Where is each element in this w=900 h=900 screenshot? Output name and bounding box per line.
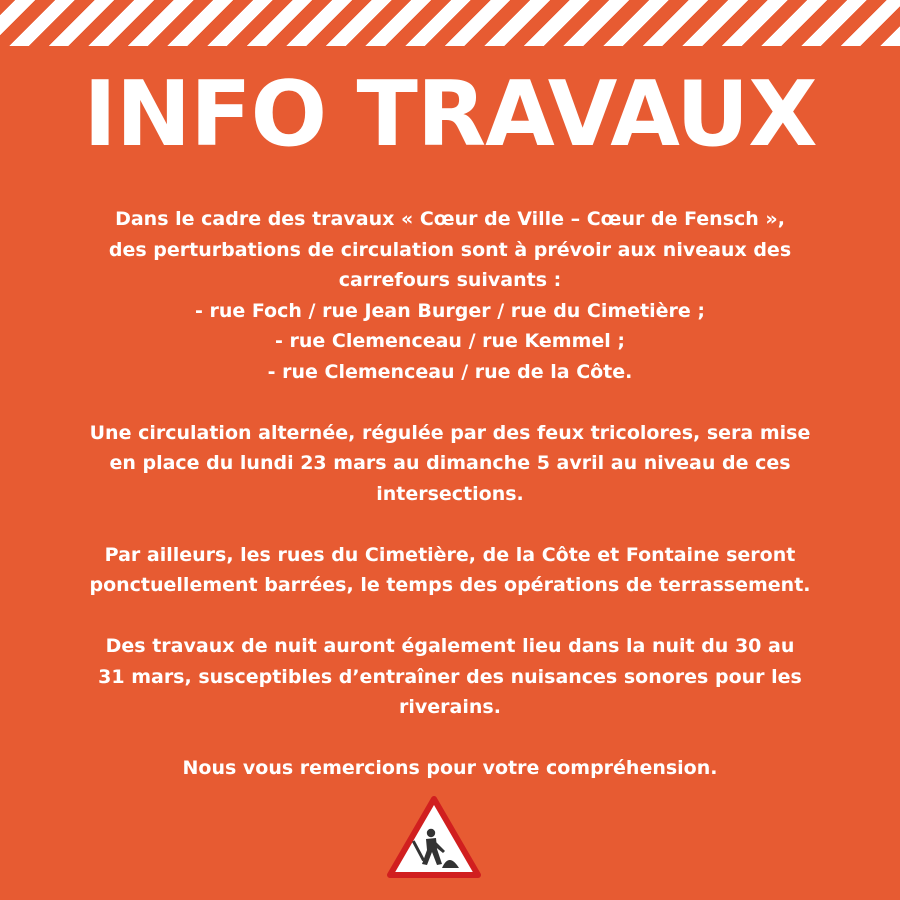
roadworks-warning-icon xyxy=(387,796,481,878)
text-line: riverains. xyxy=(399,696,501,718)
notice-paragraph-thanks xyxy=(40,753,860,784)
hazard-stripes-banner xyxy=(0,0,900,46)
text-line: intersections. xyxy=(376,482,524,505)
text-line: - rue Clemenceau / rue Kemmel ; xyxy=(275,330,625,352)
text-line: 31 mars, susceptibles d’entraîner des nuisances sonores pour les xyxy=(98,665,802,688)
notice-paragraph-intro xyxy=(40,204,860,387)
notice-paragraph-night-works xyxy=(40,631,860,723)
text-line: ponctuellement barrées, le temps des opérations de terrassement. xyxy=(89,574,811,596)
text-line: Nous vous remercions pour votre compréhension. xyxy=(182,757,718,779)
text-line: Des travaux de nuit auront également lieu dans la nuit du 30 au xyxy=(105,635,795,657)
text-line: carrefours suivants : xyxy=(338,269,562,291)
notice-paragraph-road-closures xyxy=(40,540,860,601)
text-line: Dans le cadre des travaux « Cœur de Ville – Cœur de Fensch », xyxy=(115,208,785,230)
notice-paragraph-alternating-traffic xyxy=(40,418,860,510)
text-line: en place du lundi 23 mars au dimanche 5 avril au niveau de ces xyxy=(109,452,791,474)
text-line: des perturbations de circulation sont à prévoir aux niveaux des xyxy=(108,238,792,261)
text-line: Par ailleurs, les rues du Cimetière, de la Côte et Fontaine seront xyxy=(104,543,796,566)
worker-head xyxy=(427,829,435,837)
text-line: - rue Foch / rue Jean Burger / rue du Cimetière ; xyxy=(194,299,706,322)
text-line: - rue Clemenceau / rue de la Côte. xyxy=(267,360,633,383)
page-title: INFO TRAVAUX xyxy=(83,62,817,167)
notice-body xyxy=(40,204,860,784)
text-line: Une circulation alternée, régulée par des feux tricolores, sera mise xyxy=(89,421,811,444)
